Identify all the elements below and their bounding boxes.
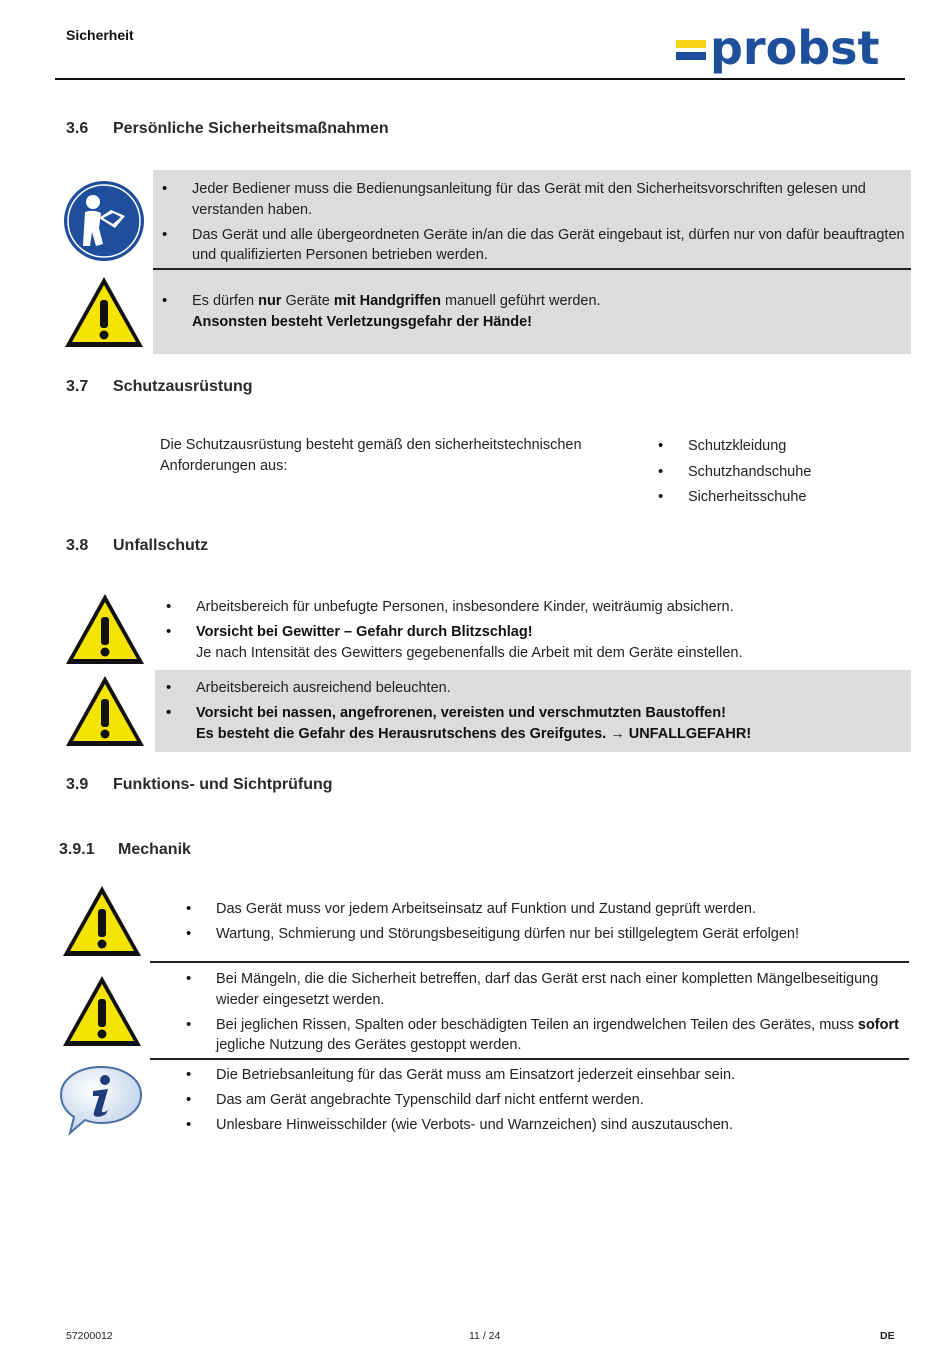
warning-box-handles xyxy=(153,270,911,354)
list-item: • Jeder Bediener muss die Bedienungsanleitung für das Gerät mit den Sicherheitsvorschriften gelesen und verstanden haben. xyxy=(156,179,908,220)
list-item: • Schutzhandschuhe xyxy=(652,462,902,483)
section-heading-3-9: 3.9 Funktions- und Sichtprüfung xyxy=(66,776,333,793)
read-manual-icon xyxy=(63,180,145,262)
footer-language: DE xyxy=(880,1330,895,1342)
list-item: • Sicherheitsschuhe xyxy=(652,487,902,508)
info-box-manual xyxy=(153,170,911,268)
warning-box-materials xyxy=(155,670,911,752)
list-item: • Bei jeglichen Rissen, Spalten oder beschädigten Teilen an irgendwelchen Teilen des Gerätes, muss sofort jegliche Nutzung des Gerätes gestoppt werden. xyxy=(180,1015,910,1056)
section-heading-3-8: 3.8 Unfallschutz xyxy=(66,537,209,554)
manual-list xyxy=(156,179,908,270)
list-item: • Unlesbare Hinweisschilder (wie Verbots- und Warnzeichen) sind auszutauschen. xyxy=(180,1115,910,1136)
footer-doc-number: 57200012 xyxy=(66,1330,113,1342)
accident-list-1 xyxy=(160,597,910,668)
divider xyxy=(150,1058,909,1060)
mechanics-list-2 xyxy=(180,969,910,1060)
warning-icon xyxy=(60,973,144,1049)
warning-icon xyxy=(63,591,147,667)
list-item: • Die Betriebsanleitung für das Gerät muss am Einsatzort jederzeit einsehbar sein. xyxy=(180,1065,910,1086)
list-item: • Das am Gerät angebrachte Typenschild darf nicht entfernt werden. xyxy=(180,1090,910,1111)
list-item: • Vorsicht bei Gewitter – Gefahr durch Blitzschlag! Je nach Intensität des Gewitters gegebenenfalls die Arbeit mit dem Geräte einstellen. xyxy=(160,622,910,663)
list-item: • Es dürfen nur Geräte mit Handgriffen manuell geführt werden. Ansonsten besteht Verletzungsgefahr der Hände! xyxy=(156,291,908,332)
list-item: • Das Gerät und alle übergeordneten Geräte in/an die das Gerät eingebaut ist, dürfen nur von dafür beauftragten und qualifizierten Personen betrieben werden. xyxy=(156,225,908,266)
warning-icon xyxy=(62,274,146,350)
info-list xyxy=(180,1065,910,1140)
header-title: Sicherheit xyxy=(66,27,134,43)
svg-text:probst: probst xyxy=(710,28,880,75)
warning-icon xyxy=(63,673,147,749)
mechanics-list-1 xyxy=(180,899,910,949)
list-item: • Das Gerät muss vor jedem Arbeitseinsatz auf Funktion und Zustand geprüft werden. xyxy=(180,899,910,920)
list-item: • Bei Mängeln, die die Sicherheit betreffen, darf das Gerät erst nach einer kompletten Mängelbeseitigung wieder eingesetzt werden. xyxy=(180,969,910,1010)
footer-page-number: 11 / 24 xyxy=(469,1330,501,1342)
list-item: • Wartung, Schmierung und Störungsbeseitigung dürfen nur bei stillgelegtem Gerät erfolgen! xyxy=(180,924,910,945)
header-rule xyxy=(55,78,905,80)
list-item: • Schutzkleidung xyxy=(652,436,902,457)
protective-equipment-text: Die Schutzausrüstung besteht gemäß den sicherheitstechnischen Anforderungen aus: xyxy=(160,437,582,474)
divider xyxy=(150,961,909,963)
probst-logo xyxy=(676,28,898,76)
section-heading-3-6: 3.6 Persönliche Sicherheitsmaßnahmen xyxy=(66,120,389,137)
section-heading-3-7: 3.7 Schutzausrüstung xyxy=(66,378,253,395)
protective-equipment-list xyxy=(652,436,902,512)
list-item: • Vorsicht bei nassen, angefrorenen, vereisten und verschmutzten Baustoffen! Es besteht die Gefahr des Herausrutschens des Greifgutes. → UNFALLGEFAHR! xyxy=(160,703,908,744)
warning-icon xyxy=(60,883,144,959)
info-icon xyxy=(58,1063,144,1139)
list-item: • Arbeitsbereich für unbefugte Personen, insbesondere Kinder, weiträumig absichern. xyxy=(160,597,910,618)
list-item: • Arbeitsbereich ausreichend beleuchten. xyxy=(160,678,908,699)
section-heading-3-9-1: 3.9.1 Mechanik xyxy=(59,841,191,858)
